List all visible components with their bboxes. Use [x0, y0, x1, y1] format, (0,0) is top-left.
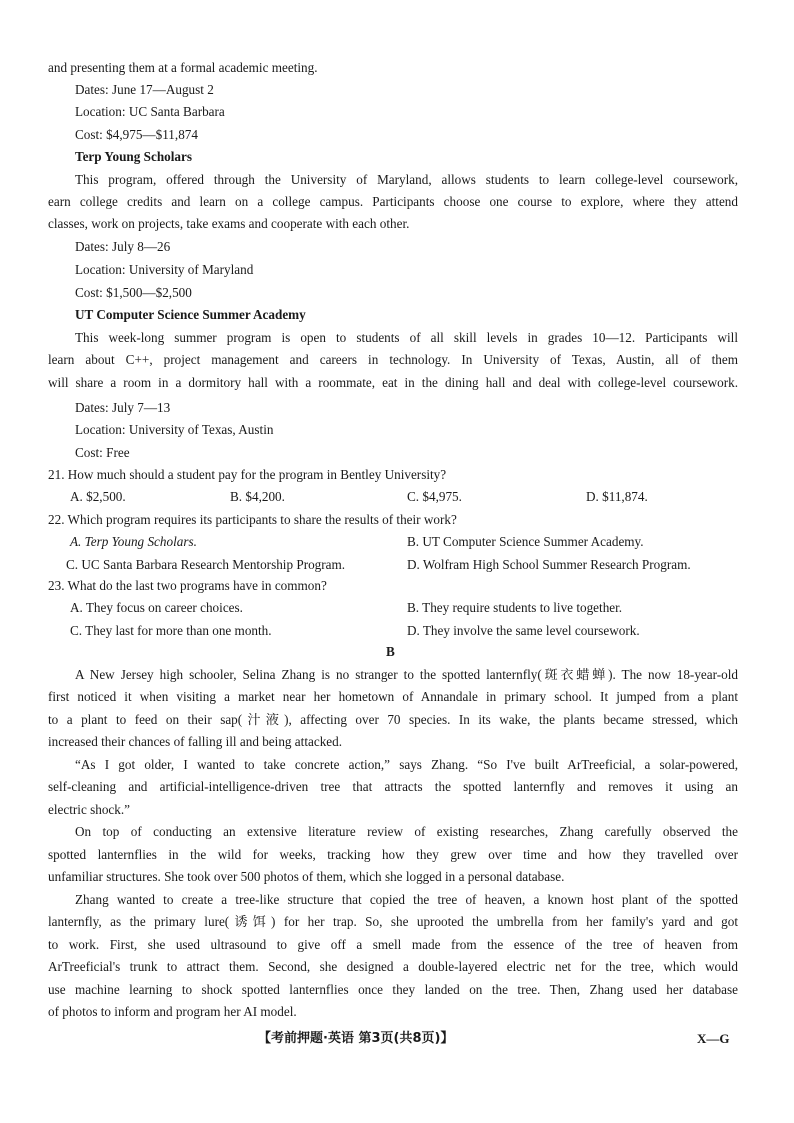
program3-desc-line3: will share a room in a dormitory hall with a roommate, eat in the dining hall and deal with college-level coursework. [48, 375, 738, 390]
program2-dates: Dates: July 8—26 [75, 239, 171, 254]
passage-b-p1-line1: A New Jersey high schooler, Selina Zhang is no stranger to the spotted lanternfly(斑衣蜡蝉). The now 18-year-old [75, 667, 738, 682]
passage-b-p1-line3: to a plant to feed on their sap(汁液), affecting over 70 species. In its wake, the plants became stressed, which [48, 712, 738, 727]
program3-dates: Dates: July 7—13 [75, 400, 171, 415]
program1-cost: Cost: $4,975—$11,874 [75, 127, 198, 142]
q21-option-b: B. $4,200. [230, 489, 285, 504]
q22-option-c: C. UC Santa Barbara Research Mentorship Program. [66, 557, 346, 572]
passage-b-p4-line3: to work. First, she used ultrasound to give off a smell made from the essence of the tree of heaven from [48, 937, 738, 952]
passage-b-p2-line1: “As I got older, I wanted to take concrete action,” says Zhang. “So I've built ArTreeficial, a solar-powered, [75, 757, 738, 772]
continued-line: and presenting them at a formal academic meeting. [48, 60, 318, 75]
program3-cost: Cost: Free [75, 445, 130, 460]
passage-b-p3-line1: On top of conducting an extensive literature review of existing researches, Zhang carefully observed the [75, 824, 738, 839]
q23-option-d: D. They involve the same level coursework. [407, 623, 640, 638]
program2-desc-line3: classes, work on projects, take exams and cooperate with each other. [48, 216, 410, 231]
page-footer-code: X—G [697, 1031, 730, 1046]
passage-b-p3-line2: spotted lanternflies in the wild for weeks, tracking how they grew over time and how they travelled over [48, 847, 738, 862]
passage-b-p3-line3: unfamiliar structures. She took over 500 photos of them, which she logged in a personal database. [48, 869, 565, 884]
program3-title: UT Computer Science Summer Academy [75, 307, 306, 322]
question-22: 22. Which program requires its participants to share the results of their work? [48, 512, 457, 527]
program2-cost: Cost: $1,500—$2,500 [75, 285, 192, 300]
passage-b-p4-line5: use machine learning to shock spotted lanternflies once they landed on the tree. Then, Zhang used her database [48, 982, 738, 997]
q23-option-c: C. They last for more than one month. [70, 623, 272, 638]
passage-b-p4-line4: ArTreeficial's trunk to attract them. Second, she designed a double-layered electric net for the tree, which would [48, 959, 738, 974]
q21-option-d: D. $11,874. [586, 489, 648, 504]
program3-desc-line1: This week-long summer program is open to students of all skill levels in grades 10—12. Participants will [75, 330, 738, 345]
page-footer-center: 【考前押题·英语 第3页(共8页)】 [258, 1031, 454, 1046]
passage-b-p4-line2: lanternfly, as the primary lure(诱饵) for her trap. So, she uprooted the umbrella from her family's yard and got [48, 914, 738, 929]
q21-option-a: A. $2,500. [70, 489, 126, 504]
section-b-heading: B [386, 644, 395, 659]
passage-b-p4-line6: of photos to inform and program her AI model. [48, 1004, 297, 1019]
program3-desc-line2: learn about C++, project management and careers in technology. In University of Texas, Austin, all of them [48, 352, 738, 367]
program1-location: Location: UC Santa Barbara [75, 104, 225, 119]
program2-title: Terp Young Scholars [75, 149, 193, 164]
q23-option-a: A. They focus on career choices. [70, 600, 243, 615]
program2-desc-line1: This program, offered through the University of Maryland, allows students to learn college-level coursework, [75, 172, 738, 187]
q22-option-d: D. Wolfram High School Summer Research Program. [407, 557, 691, 572]
question-23: 23. What do the last two programs have in common? [48, 578, 327, 593]
q22-option-b: B. UT Computer Science Summer Academy. [407, 534, 644, 549]
q23-option-b: B. They require students to live together. [407, 600, 623, 615]
passage-b-p1-line4: increased their chances of falling ill and being attacked. [48, 734, 343, 749]
passage-b-p2-line3: electric shock.” [48, 802, 131, 817]
q21-option-c: C. $4,975. [407, 489, 462, 504]
passage-b-p4-line1: Zhang wanted to create a tree-like structure that copied the tree of heaven, a known host plant of the spotted [75, 892, 738, 907]
program1-dates: Dates: June 17—August 2 [75, 82, 214, 97]
program2-desc-line2: earn college credits and learn on a college campus. Participants choose one course to explore, where they attend [48, 194, 738, 209]
passage-b-p2-line2: self-cleaning and artificial-intelligence-driven tree that attracts the spotted lanternfly and removes it using an [48, 779, 738, 794]
passage-b-p1-line2: first noticed it when visiting a market near her hometown of Annandale in primary school. It jumped from a plant [48, 689, 738, 704]
q22-option-a: A. Terp Young Scholars. [70, 534, 197, 549]
program2-location: Location: University of Maryland [75, 262, 254, 277]
program3-location: Location: University of Texas, Austin [75, 422, 274, 437]
question-21: 21. How much should a student pay for the program in Bentley University? [48, 467, 447, 482]
